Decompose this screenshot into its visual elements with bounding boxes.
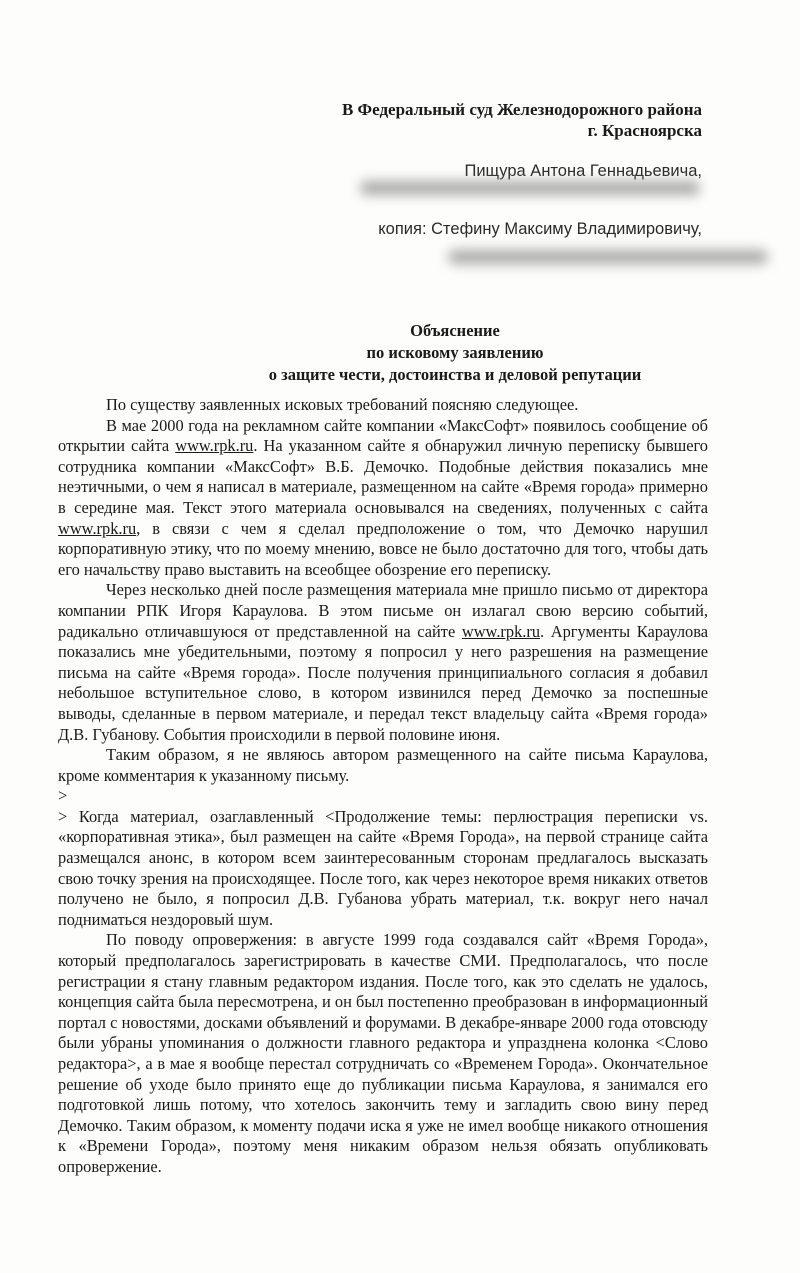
addressee-line-1: В Федеральный суд Железнодорожного района [341, 100, 702, 119]
paragraph-2-part-a: В мае 2000 года на рекламном сайте компании «МаксСофт» появилось сообщение об открытии сайта [58, 415, 708, 456]
paragraph-quoted: > Когда материал, озаглавленный <Продолжение темы: перлюстрация переписки vs. «корпоративная этика», был размещен на сайте «Время Города», на первой странице сайта размещался анонс, в котором всем заинтересованным сторонам предлагалось высказать свою точку зрения на происходящее. После того, как через некоторое время никаких ответов получено не было, я попросил Д.В. Губанова убрать материал, т.к. вокруг него начал подниматься нездоровый шум. [58, 806, 708, 929]
link-rpk-3: www.rpk.ru [461, 621, 541, 641]
document-title [0, 320, 800, 386]
paragraph-2-part-c: , в связи с чем я сделал предположение о том, что Демочко нарушил корпоративную этику, что по моему мнению, вовсе не было достаточно для того, чтобы дать его начальству право выставить на всеобщее обозрение его переписку. [58, 518, 708, 579]
quote-marker: > [58, 786, 68, 806]
redacted-address-2 [448, 250, 768, 264]
paragraph-intro: По существу заявленных исковых требований поясняю следующее. [106, 395, 579, 414]
paragraph-4: Таким образом, я не являюсь автором размещенного на сайте письма Караулова, кроме комментария к указанному письму. [58, 745, 708, 785]
redacted-address-1 [360, 181, 700, 195]
paragraph-2 [58, 416, 708, 581]
paragraph-3-part-a: Через несколько дней после размещения материала мне пришло письмо от директора компании РПК Игоря Караулова. В этом письме он излагал свою версию событий, радикально отличавшуюся от представленной на сайте [58, 580, 708, 641]
addressee-line-2: г. Красноярска [587, 121, 702, 140]
title-line-3: о защите чести, достоинства и деловой репутации [268, 365, 642, 384]
paragraph-3-part-b: . Аргументы Караулова показались мне убедительными, поэтому я попросил у него разрешения на размещение письма на сайте «Время города». После получения принципиального согласия я добавил небольшое вступительное слово, в котором извинился перед Демочко за поспешные выводы, сделанные в первом материале, и передал текст владельцу сайта «Время города» Д.В. Губанову. События происходили в первой половине июня. [58, 621, 708, 744]
link-rpk-2: www.rpk.ru [58, 518, 137, 538]
title-line-1: Объяснение [410, 321, 500, 340]
copy-recipient: копия: Стефину Максиму Владимировичу, [378, 220, 702, 238]
paragraph-refutation: По поводу опровержения: в августе 1999 года создавался сайт «Время Города», который предполагалось зарегистрировать в качестве СМИ. Предполагалось, что после регистрации я стану главным редактором издания. После того, как это сделать не удалось, концепция сайта была пересмотрена, и он был постепенно преобразован в информационный портал с новостями, досками объявлений и форумами. В декабре-январе 2000 года отовсюду были убраны упоминания о должности главного редактора и упразднена колонка <Слово редактора>, а в мае я вообще перестал сотрудничать со «Временем Города». Окончательное решение об уходе было принято еще до публикации письма Караулова, я занимался его подготовкой лишь потому, что хотелось закончить тему и загладить свою вину перед Демочко. Таким образом, к моменту подачи иска я уже не имел вообще никакого отношения к «Времени Города», поэтому меня никаким образом нельзя обязать опубликовать опровержение. [58, 930, 708, 1176]
paragraph-2-part-b: . На указанном сайте я обнаружил личную переписку бывшего сотрудника компании «МаксСофт» В.Б. Демочко. Подобные действия показались мне неэтичными, о чем я написал в материале, размещенном на сайте «Время города» примерно в середине мая. Текст этого материала основывался на сведениях, полученных с сайта [58, 436, 709, 517]
link-rpk-1: www.rpk.ru [175, 436, 254, 456]
sender-name: Пищура Антона Геннадьевича, [464, 162, 702, 180]
title-line-2: по исковому заявлению [366, 343, 544, 362]
document-body [58, 395, 708, 1178]
paragraph-3 [58, 580, 708, 745]
